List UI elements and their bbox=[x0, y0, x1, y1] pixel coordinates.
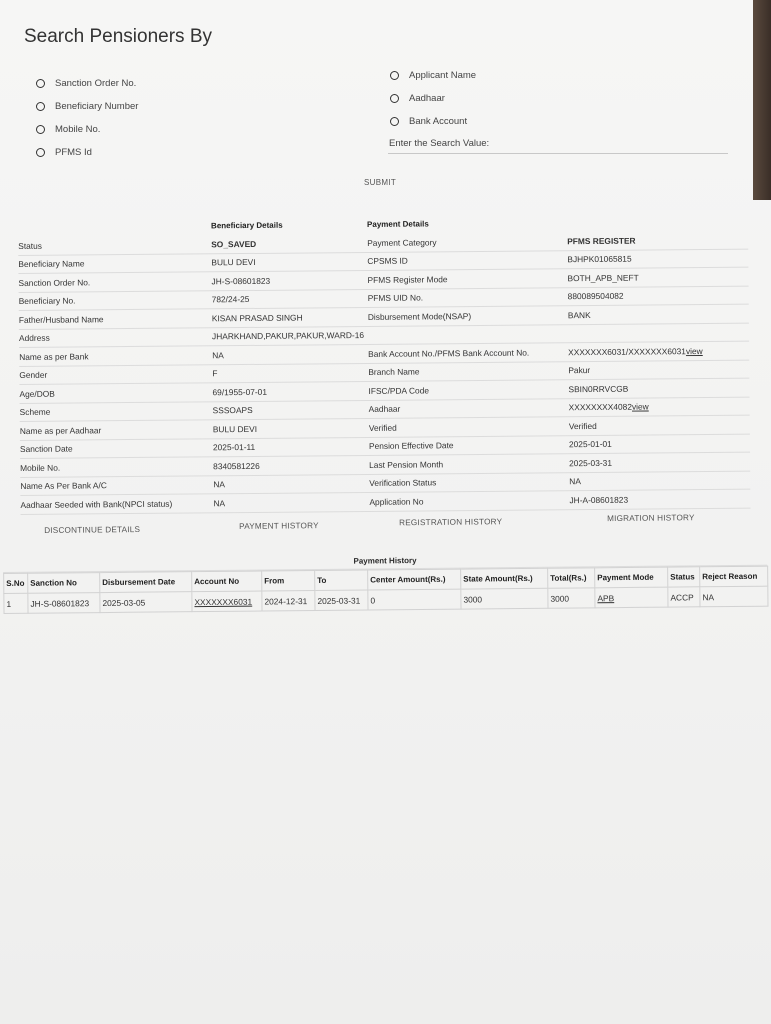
cell-to-text: 2025-03-31 bbox=[317, 595, 361, 606]
radio-option-mobile-no[interactable] bbox=[36, 118, 138, 141]
search-options-left bbox=[36, 72, 138, 164]
cell-payment-mode bbox=[595, 587, 668, 608]
radio-option-bank-account[interactable] bbox=[390, 110, 476, 133]
beneficiary-field-label-text: Name As Per Bank A/C bbox=[20, 480, 107, 492]
beneficiary-field-label-text: Scheme bbox=[19, 406, 51, 418]
payment-field-value-text: SBIN0RRVCGB bbox=[568, 383, 629, 394]
beneficiary-field-label bbox=[19, 332, 212, 344]
payment-field-label-text: Aadhaar bbox=[368, 403, 401, 415]
cell-sanction-no-text: JH-S-08601823 bbox=[30, 597, 90, 609]
column-header-s-no: S.No bbox=[4, 573, 28, 593]
payment-field-value-text: XXXXXXX6031/XXXXXXX6031 bbox=[568, 345, 686, 357]
payment-field-value bbox=[567, 234, 748, 246]
beneficiary-field-label bbox=[20, 498, 213, 510]
payment-field-value-text: JH-A-08601823 bbox=[569, 494, 629, 505]
tab-migration-history[interactable]: MIGRATION HISTORY bbox=[607, 513, 695, 524]
radio-circle-icon[interactable] bbox=[36, 102, 45, 111]
beneficiary-field-label bbox=[18, 239, 211, 251]
beneficiary-field-label-text: Aadhaar Seeded with Bank(NPCI status) bbox=[20, 498, 173, 510]
beneficiary-field-label bbox=[19, 295, 212, 307]
radio-circle-icon[interactable] bbox=[36, 148, 45, 157]
radio-option-label: PFMS Id bbox=[55, 147, 92, 158]
beneficiary-field-label-text: Gender bbox=[19, 370, 48, 381]
beneficiary-field-value-text: NA bbox=[213, 479, 225, 490]
beneficiary-field-value-text: KISAN PRASAD SINGH bbox=[211, 312, 303, 324]
payment-field-value-text: PFMS REGISTER bbox=[567, 235, 636, 246]
cell-center-amount-rs-text: 0 bbox=[370, 594, 376, 605]
payment-field-label bbox=[367, 236, 567, 248]
radio-circle-icon[interactable] bbox=[36, 125, 45, 134]
payment-field-label-text: Application No bbox=[369, 496, 424, 507]
beneficiary-field-value bbox=[212, 367, 368, 378]
payment-field-value bbox=[569, 493, 750, 505]
table-edge bbox=[753, 0, 771, 200]
beneficiary-field-value bbox=[212, 330, 368, 341]
cell-total-rs bbox=[548, 588, 595, 608]
beneficiary-field-label bbox=[18, 276, 211, 288]
beneficiary-field-value bbox=[212, 293, 368, 304]
cell-to bbox=[315, 590, 368, 611]
payment-field-label bbox=[368, 365, 568, 377]
beneficiary-field-value bbox=[212, 386, 368, 397]
payment-field-label bbox=[367, 273, 567, 285]
payment-field-label-text: CPSMS ID bbox=[367, 255, 408, 267]
beneficiary-field-value bbox=[213, 460, 369, 471]
details-table bbox=[18, 217, 751, 515]
tab-payment-history[interactable]: PAYMENT HISTORY bbox=[239, 521, 319, 531]
radio-circle-icon[interactable] bbox=[36, 79, 45, 88]
payment-field-value-text: 2025-01-01 bbox=[568, 439, 612, 450]
payment-field-label bbox=[368, 291, 568, 303]
cell-sanction-no bbox=[28, 593, 100, 614]
beneficiary-field-label-text: Beneficiary Name bbox=[18, 258, 85, 270]
beneficiary-field-value-text: NA bbox=[213, 497, 226, 509]
payment-field-value bbox=[567, 253, 748, 265]
beneficiary-field-label bbox=[19, 313, 212, 325]
payment-field-value bbox=[568, 332, 749, 334]
payment-field-value bbox=[569, 401, 750, 413]
cell-total-rs-text: 3000 bbox=[550, 593, 570, 604]
view-link[interactable]: view bbox=[631, 401, 649, 412]
payment-field-label bbox=[368, 333, 568, 335]
payment-field-value-text: 2025-03-31 bbox=[569, 457, 613, 468]
beneficiary-field-value-text: BULU DEVI bbox=[212, 423, 258, 435]
payment-field-label bbox=[369, 476, 569, 488]
beneficiary-field-value-text: 69/1955-07-01 bbox=[212, 386, 268, 398]
beneficiary-field-value-text: 8340581226 bbox=[213, 460, 260, 472]
column-header-payment-mode: Payment Mode bbox=[595, 567, 668, 588]
beneficiary-field-value bbox=[213, 497, 369, 508]
beneficiary-field-label-text: Name as per Aadhaar bbox=[19, 425, 102, 436]
beneficiary-field-label bbox=[20, 424, 213, 436]
beneficiary-field-label-text: Address bbox=[18, 332, 50, 344]
column-header-sanction-no: Sanction No bbox=[28, 573, 100, 594]
payment-field-value bbox=[568, 382, 749, 394]
radio-option-beneficiary-number[interactable] bbox=[36, 95, 138, 118]
payment-field-value bbox=[568, 345, 749, 357]
beneficiary-field-value-text: SSSOAPS bbox=[212, 405, 253, 416]
cell-status bbox=[668, 587, 700, 607]
payment-field-value bbox=[569, 419, 750, 431]
radio-option-aadhaar[interactable] bbox=[390, 87, 476, 110]
payment-field-label bbox=[369, 495, 569, 507]
payment-field-value bbox=[569, 438, 750, 450]
beneficiary-field-value bbox=[212, 349, 368, 360]
tab-discontinue-details[interactable]: DISCONTINUE DETAILS bbox=[44, 524, 141, 535]
payment-field-label bbox=[367, 254, 567, 266]
beneficiary-field-label bbox=[20, 461, 213, 473]
payment-field-value bbox=[567, 271, 748, 283]
payment-history-title: Payment History bbox=[3, 551, 767, 573]
payment-field-label bbox=[368, 310, 568, 322]
beneficiary-field-value-text: SO_SAVED bbox=[211, 238, 257, 250]
radio-option-label: Aadhaar bbox=[409, 93, 445, 104]
column-header-disbursement-date: Disbursement Date bbox=[100, 572, 192, 593]
payment-field-label bbox=[369, 421, 569, 433]
cell-account-no-text[interactable]: XXXXXXX6031 bbox=[194, 596, 253, 607]
payment-field-label bbox=[369, 402, 569, 414]
beneficiary-field-label-text: Sanction Order No. bbox=[18, 277, 91, 288]
cell-from bbox=[262, 591, 315, 612]
radio-option-label: Beneficiary Number bbox=[55, 101, 139, 112]
beneficiary-field-label-text: Status bbox=[18, 240, 42, 251]
column-header-status: Status bbox=[668, 567, 700, 587]
payment-field-label-text: Bank Account No./PFMS Bank Account No. bbox=[368, 347, 530, 359]
radio-circle-icon[interactable] bbox=[390, 117, 399, 126]
beneficiary-field-value bbox=[211, 275, 367, 286]
column-header-from: From bbox=[262, 571, 315, 592]
submit-button[interactable]: SUBMIT bbox=[363, 178, 397, 187]
page-title: Search Pensioners By bbox=[24, 26, 212, 47]
payment-field-value-text: XXXXXXXX4082 bbox=[568, 401, 632, 413]
payment-field-value-text: BANK bbox=[567, 309, 591, 320]
cell-payment-mode-text[interactable]: APB bbox=[597, 592, 615, 603]
radio-option-label: Sanction Order No. bbox=[55, 78, 137, 89]
payment-field-label-text: PFMS UID No. bbox=[367, 292, 424, 304]
tab-registration-history[interactable]: REGISTRATION HISTORY bbox=[399, 517, 503, 528]
cell-from-text: 2024-12-31 bbox=[264, 595, 308, 606]
cell-s-no-text: 1 bbox=[6, 598, 12, 609]
cell-state-amount-rs bbox=[461, 588, 548, 609]
radio-circle-icon[interactable] bbox=[390, 71, 399, 80]
column-header-state-amount-rs: State Amount(Rs.) bbox=[461, 568, 548, 589]
radio-option-sanction-order-no[interactable] bbox=[36, 72, 138, 95]
column-header-to: To bbox=[315, 570, 368, 591]
payment-field-value-text: BJHPK01065815 bbox=[567, 253, 632, 265]
payment-field-value bbox=[568, 308, 749, 320]
payment-field-label bbox=[369, 458, 569, 470]
beneficiary-field-value-text: 2025-01-11 bbox=[212, 442, 256, 453]
beneficiary-field-label bbox=[19, 369, 212, 381]
payment-field-value-text: BOTH_APB_NEFT bbox=[567, 272, 639, 283]
view-link[interactable]: view bbox=[685, 345, 703, 356]
payment-field-label-text: Pension Effective Date bbox=[368, 440, 454, 452]
payment-history-table bbox=[3, 566, 768, 614]
cell-status-text: ACCP bbox=[670, 591, 694, 603]
beneficiary-field-label-text: Sanction Date bbox=[19, 443, 73, 455]
search-value-input[interactable] bbox=[388, 153, 728, 154]
payment-field-label-text: Disbursement Mode(NSAP) bbox=[367, 310, 472, 322]
beneficiary-field-value-text: F bbox=[212, 368, 218, 379]
payment-field-value-text: 880089504082 bbox=[567, 290, 624, 302]
radio-circle-icon[interactable] bbox=[390, 94, 399, 103]
payment-field-label-text: Last Pension Month bbox=[369, 459, 444, 470]
payment-field-value bbox=[569, 456, 750, 468]
column-header-reject-reason: Reject Reason bbox=[700, 566, 768, 587]
beneficiary-field-value bbox=[211, 256, 367, 267]
column-header-total-rs: Total(Rs.) bbox=[548, 568, 595, 588]
payment-field-label-text: IFSC/PDA Code bbox=[368, 385, 430, 396]
payment-field-label-text: Branch Name bbox=[368, 366, 420, 378]
beneficiary-field-label bbox=[18, 258, 211, 270]
column-header-center-amount-rs: Center Amount(Rs.) bbox=[368, 569, 461, 590]
beneficiary-field-value bbox=[213, 441, 369, 452]
payment-history-section bbox=[3, 551, 768, 614]
radio-option-label: Mobile No. bbox=[55, 124, 101, 135]
payment-field-label-text: PFMS Register Mode bbox=[367, 274, 448, 285]
beneficiary-field-value bbox=[213, 423, 369, 434]
payment-field-label bbox=[369, 439, 569, 451]
beneficiary-field-value-text: JH-S-08601823 bbox=[211, 275, 271, 287]
beneficiary-field-value-text: JHARKHAND,PAKUR,PAKUR,WARD-16 bbox=[211, 330, 365, 342]
cell-center-amount-rs bbox=[368, 589, 461, 610]
beneficiary-field-label-text: Father/Husband Name bbox=[18, 314, 104, 325]
beneficiary-field-value-text: NA bbox=[212, 349, 224, 361]
beneficiary-field-value-text: BULU DEVI bbox=[211, 257, 256, 268]
beneficiary-field-label bbox=[19, 350, 212, 362]
payment-field-value-text: Verified bbox=[568, 420, 597, 431]
details-rows bbox=[18, 231, 750, 515]
beneficiary-field-label-text: Name as per Bank bbox=[19, 351, 89, 362]
cell-reject-reason-text: NA bbox=[702, 591, 715, 602]
beneficiary-field-value bbox=[213, 404, 369, 415]
cell-disbursement-date bbox=[100, 592, 192, 613]
radio-option-applicant-name[interactable] bbox=[390, 64, 476, 87]
beneficiary-field-label-text: Mobile No. bbox=[20, 462, 61, 473]
cell-s-no bbox=[4, 593, 28, 613]
beneficiary-field-label bbox=[19, 387, 212, 399]
cell-state-amount-rs-text: 3000 bbox=[463, 593, 483, 605]
search-value-label: Enter the Search Value: bbox=[389, 138, 490, 149]
radio-option-pfms-id[interactable] bbox=[36, 141, 138, 164]
payment-field-label bbox=[368, 384, 568, 396]
payment-field-value-text: NA bbox=[569, 476, 581, 487]
beneficiary-field-label bbox=[20, 443, 213, 455]
radio-option-label: Bank Account bbox=[409, 116, 468, 127]
search-options-right bbox=[390, 64, 476, 133]
payment-field-value-text: Pakur bbox=[568, 365, 591, 376]
beneficiary-field-label-text: Beneficiary No. bbox=[18, 295, 76, 307]
cell-reject-reason bbox=[700, 586, 768, 607]
beneficiary-details-heading: Beneficiary Details bbox=[210, 220, 283, 231]
beneficiary-field-value bbox=[212, 312, 368, 323]
beneficiary-field-value bbox=[211, 238, 367, 249]
radio-option-label: Applicant Name bbox=[409, 70, 477, 81]
cell-account-no bbox=[192, 591, 262, 612]
beneficiary-field-label bbox=[20, 406, 213, 418]
payment-field-value bbox=[569, 475, 750, 487]
payment-field-label-text: Payment Category bbox=[367, 237, 437, 248]
payment-field-value bbox=[568, 364, 749, 376]
column-header-account-no: Account No bbox=[192, 571, 262, 592]
payment-details-heading: Payment Details bbox=[366, 219, 429, 229]
payment-field-label bbox=[368, 347, 568, 359]
beneficiary-field-label-text: Age/DOB bbox=[19, 388, 55, 399]
cell-disbursement-date-text: 2025-03-05 bbox=[102, 597, 146, 608]
beneficiary-field-label bbox=[20, 480, 213, 492]
payment-field-value bbox=[568, 290, 749, 302]
beneficiary-field-value-text: 782/24-25 bbox=[211, 294, 250, 305]
beneficiary-field-value bbox=[213, 478, 369, 489]
payment-field-label-text: Verified bbox=[368, 422, 397, 433]
payment-field-label-text: Verification Status bbox=[369, 477, 437, 489]
